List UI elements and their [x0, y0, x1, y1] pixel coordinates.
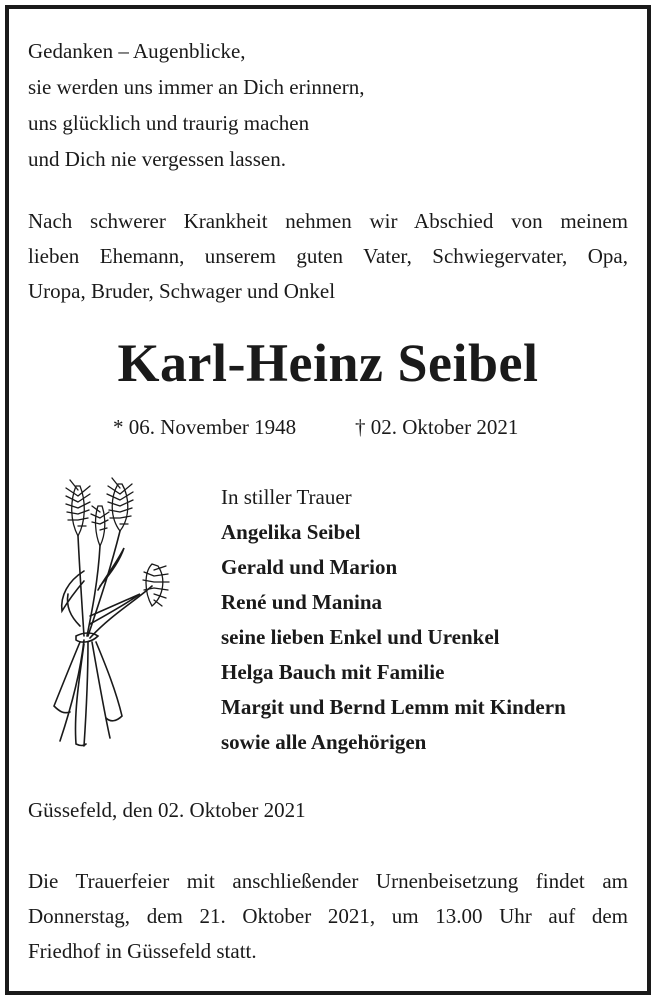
- wheat-bundle-icon: [40, 476, 180, 751]
- mourner-name: seine lieben Enkel und Urenkel: [221, 625, 500, 649]
- poem-line: sie werden uns immer an Dich erinnern,: [28, 75, 365, 99]
- poem: [28, 33, 618, 177]
- poem-line: und Dich nie vergessen lassen.: [28, 147, 286, 171]
- poem-line: Gedanken – Augenblicke,: [28, 39, 246, 63]
- mourners-heading: In stiller Trauer: [221, 485, 352, 509]
- mourner-name: Helga Bauch mit Familie: [221, 660, 445, 684]
- notice-line: Die Trauerfeier mit anschließender Urnenbeisetzung findet am: [28, 869, 628, 893]
- mourner-name: René und Manina: [221, 590, 383, 614]
- poem-line: uns glücklich und traurig machen: [28, 111, 310, 135]
- place-and-date: Güssefeld, den 02. Oktober 2021: [28, 798, 306, 822]
- birth-date: * 06. November 1948: [113, 415, 297, 439]
- death-date: † 02. Oktober 2021: [355, 415, 519, 439]
- mourner-name: Margit und Bernd Lemm mit Kindern: [221, 695, 566, 719]
- mourners-block: [221, 480, 641, 760]
- intro-line: lieben Ehemann, unserem guten Vater, Schwiegervater, Opa,: [28, 244, 628, 268]
- mourner-name: Angelika Seibel: [221, 520, 361, 544]
- deceased-name: Karl-Heinz Seibel: [117, 333, 539, 393]
- notice-line: Friedhof in Güssefeld statt.: [28, 939, 257, 963]
- mourner-name: sowie alle Angehörigen: [221, 730, 427, 754]
- intro-line: Uropa, Bruder, Schwager und Onkel: [28, 279, 336, 303]
- intro-line: Nach schwerer Krankheit nehmen wir Abschied von meinem: [28, 209, 628, 233]
- funeral-notice: [28, 864, 628, 969]
- mourner-name: Gerald und Marion: [221, 555, 398, 579]
- notice-line: Donnerstag, dem 21. Oktober 2021, um 13.00 Uhr auf dem: [28, 904, 628, 928]
- intro-text: [28, 204, 628, 309]
